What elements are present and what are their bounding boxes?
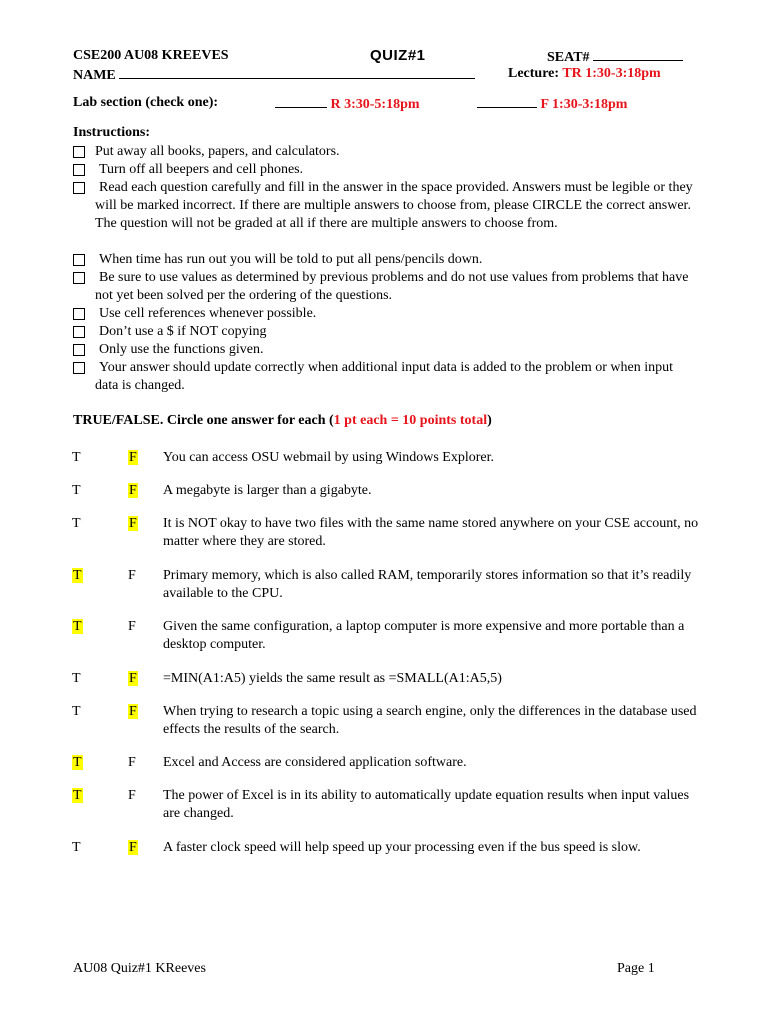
true-option[interactable]: T bbox=[72, 671, 81, 686]
instruction-item: Use cell references whenever possible. bbox=[99, 306, 317, 321]
question-text: Given the same configuration, a laptop computer is more expensive and more portable than a desktop computer. bbox=[163, 619, 685, 652]
name-label: NAME bbox=[73, 68, 116, 83]
seat-blank[interactable] bbox=[593, 48, 683, 61]
checkbox-bullet-icon bbox=[73, 182, 85, 194]
false-option[interactable]: F bbox=[129, 840, 137, 855]
lab-option-r-blank[interactable] bbox=[275, 95, 327, 108]
false-option[interactable]: F bbox=[129, 516, 137, 531]
instruction-item: Be sure to use values as determined by previous problems and do not use values from problems that have not yet been solved per the ordering of the questions. bbox=[95, 270, 689, 303]
checkbox-bullet-icon bbox=[73, 164, 85, 176]
instruction-item: When time has run out you will be told to put all pens/pencils down. bbox=[99, 252, 483, 267]
lecture-label: Lecture: bbox=[508, 66, 560, 81]
checkbox-bullet-icon bbox=[73, 254, 85, 266]
question-text: You can access OSU webmail by using Windows Explorer. bbox=[163, 450, 494, 465]
true-option[interactable]: T bbox=[72, 704, 81, 719]
false-option[interactable]: F bbox=[129, 483, 137, 498]
checkbox-bullet-icon bbox=[73, 272, 85, 284]
false-option[interactable]: F bbox=[128, 568, 136, 583]
checkbox-bullet-icon bbox=[73, 146, 85, 158]
question-text: A faster clock speed will help speed up your processing even if the bus speed is slow. bbox=[163, 840, 641, 855]
lab-option-r-label: R 3:30-5:18pm bbox=[330, 97, 420, 112]
true-option[interactable]: T bbox=[72, 840, 81, 855]
footer-left: AU08 Quiz#1 KReeves bbox=[73, 961, 206, 976]
true-option[interactable]: T bbox=[73, 619, 82, 634]
true-option[interactable]: T bbox=[73, 568, 82, 583]
tf-title-suffix: ) bbox=[487, 413, 492, 428]
true-option[interactable]: T bbox=[73, 755, 82, 770]
question-text: It is NOT okay to have two files with the same name stored anywhere on your CSE account, no matter where they are stored. bbox=[163, 516, 699, 549]
lecture-value: TR 1:30-3:18pm bbox=[562, 66, 661, 81]
instruction-item: Read each question carefully and fill in the answer in the space provided. Answers must be legible or they will be marked incorrect. If there are multiple answers to choose from, please CIRCLE the correct answer. The question will not be graded at all if there are multiple answers to choose from. bbox=[95, 180, 693, 231]
instruction-item: Put away all books, papers, and calculators. bbox=[95, 144, 340, 159]
quiz-title: QUIZ#1 bbox=[370, 47, 426, 64]
name-field[interactable] bbox=[73, 66, 475, 84]
checkbox-bullet-icon bbox=[73, 344, 85, 356]
instruction-item: Only use the functions given. bbox=[99, 342, 264, 357]
question-text: Primary memory, which is also called RAM, temporarily stores information so that it’s readily available to the CPU. bbox=[163, 568, 692, 601]
checkbox-bullet-icon bbox=[73, 362, 85, 374]
course-title: CSE200 AU08 KREEVES bbox=[73, 48, 229, 63]
instruction-item: Don’t use a $ if NOT copying bbox=[99, 324, 267, 339]
lab-option-f[interactable] bbox=[477, 95, 627, 113]
false-option[interactable]: F bbox=[129, 450, 137, 465]
seat-field[interactable] bbox=[547, 48, 683, 66]
true-option[interactable]: T bbox=[72, 516, 81, 531]
name-blank[interactable] bbox=[119, 66, 475, 79]
tf-title-points: 1 pt each = 10 points total bbox=[333, 413, 488, 428]
seat-label: SEAT# bbox=[547, 50, 590, 65]
question-text: The power of Excel is in its ability to automatically update equation results when input values are changed. bbox=[163, 788, 690, 821]
true-option[interactable]: T bbox=[72, 483, 81, 498]
lab-option-f-blank[interactable] bbox=[477, 95, 537, 108]
tf-title-prefix: TRUE/FALSE. Circle one answer for each ( bbox=[73, 413, 334, 428]
true-option[interactable]: T bbox=[72, 450, 81, 465]
instructions-title: Instructions: bbox=[73, 125, 151, 140]
lab-option-r[interactable] bbox=[275, 95, 420, 113]
question-text: A megabyte is larger than a gigabyte. bbox=[163, 483, 372, 498]
instruction-item: Your answer should update correctly when additional input data is added to the problem or when input data is changed. bbox=[95, 360, 674, 393]
false-option[interactable]: F bbox=[129, 671, 137, 686]
tf-section-title bbox=[73, 413, 492, 429]
false-option[interactable]: F bbox=[128, 788, 136, 803]
lecture-info bbox=[508, 66, 661, 82]
page-number: Page 1 bbox=[617, 961, 655, 976]
lab-option-f-label: F 1:30-3:18pm bbox=[540, 97, 628, 112]
instruction-item: Turn off all beepers and cell phones. bbox=[99, 162, 304, 177]
false-option[interactable]: F bbox=[128, 619, 136, 634]
question-text: When trying to research a topic using a search engine, only the differences in the database used effects the results of the search. bbox=[163, 704, 697, 737]
false-option[interactable]: F bbox=[128, 755, 136, 770]
lab-section-label: Lab section (check one): bbox=[73, 95, 219, 110]
true-option[interactable]: T bbox=[73, 788, 82, 803]
checkbox-bullet-icon bbox=[73, 326, 85, 338]
question-text: Excel and Access are considered application software. bbox=[163, 755, 467, 770]
false-option[interactable]: F bbox=[129, 704, 137, 719]
checkbox-bullet-icon bbox=[73, 308, 85, 320]
question-text: =MIN(A1:A5) yields the same result as =SMALL(A1:A5,5) bbox=[163, 671, 502, 686]
